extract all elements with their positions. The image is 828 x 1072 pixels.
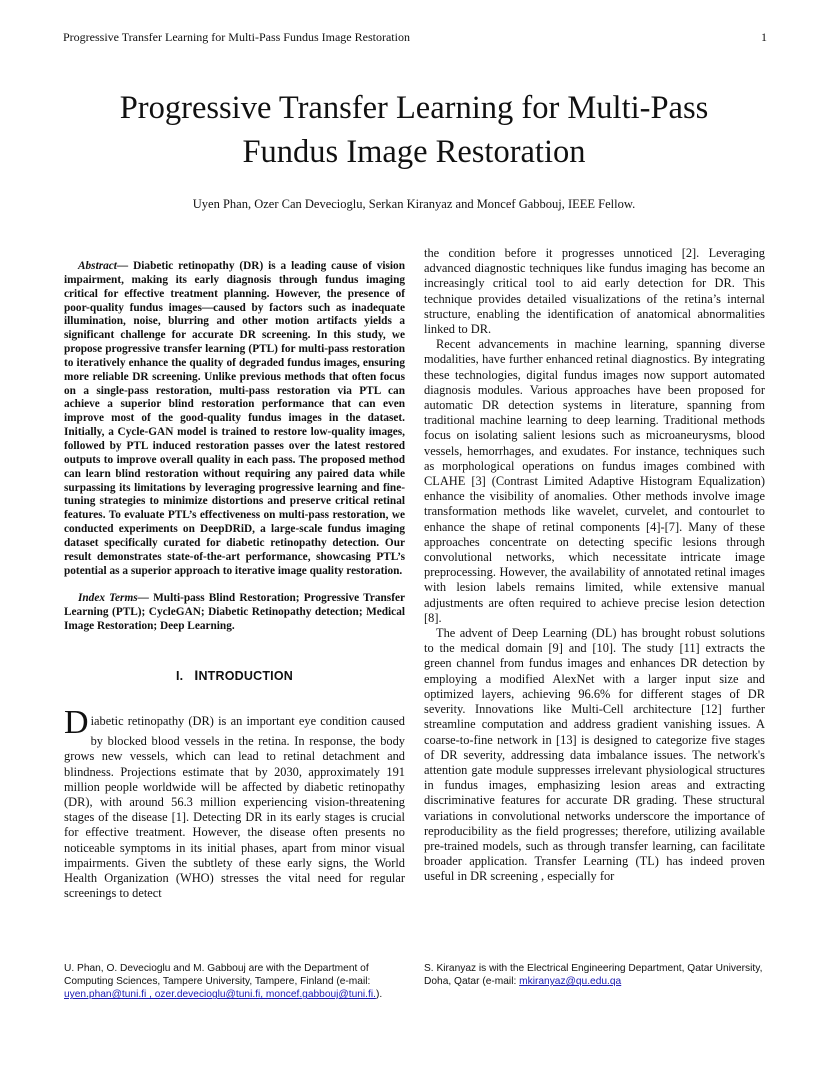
title-line-1: Progressive Transfer Learning for Multi-Pass	[119, 90, 709, 126]
intro-first-line: iabetic retinopathy (DR) is an important eye condition	[90, 714, 368, 729]
right-paragraph-2: Recent advancements in machine learning, spanning diverse modalities, have further enhanced retinal diagnostics. By integrating these technologies, digital fundus images now support automated diagnosis modules. Various approaches have been proposed for automatic DR detection systems in literature, spanning from traditional machine learning to deep learning. Traditional methods focus on isolating salient lesions such as microaneurysms, blood vessels, hemorrhages, and exudates. For instance, techniques such as morphological operations on fundus images combined with CLAHE [3] (Contrast Limited Adaptive Histogram Equalization) enhance the visibility of anomalies. Other methods involve image transformation methods like wavelet, curvelet, and contourlet to enhance the shape of retinal components [4]-[7]. Many of these approaches concentrate on detecting specific lesions through convolutional networks, which necessitate intricate image preprocessing. However, the availability of annotated retinal images with lesion labels remains limited, while extensive manual adjustments are often required to achieve precise lesion detection [8].	[424, 337, 765, 625]
page-number: 1	[761, 30, 767, 44]
index-terms-text: Multi-pass Blind Restoration; Progressive Transfer Learning (PTL); CycleGAN; Diabetic Retinopathy detection; Medical Image Restoration; Deep Learning.	[64, 592, 405, 633]
title-line-2: Fundus Image Restoration	[242, 134, 586, 170]
abstract	[64, 260, 405, 578]
running-header	[63, 30, 767, 45]
right-column	[424, 246, 765, 885]
section-heading	[64, 668, 405, 684]
index-terms-lead: Index Terms—	[78, 592, 149, 605]
running-title: Progressive Transfer Learning for Multi-Pass Fundus Image Restoration	[63, 30, 410, 44]
left-column	[64, 246, 405, 901]
abstract-lead: Abstract—	[78, 260, 129, 272]
footnote-left-end: ).	[375, 989, 383, 1001]
footnote-affiliation-left	[64, 962, 405, 1002]
footnote-right-email-link[interactable]: mkiranyaz@qu.edu.qa	[519, 976, 622, 988]
intro-paragraph	[64, 704, 405, 901]
section-numeral: I.	[175, 668, 184, 683]
footnote-right-text: S. Kiranyaz is with the Electrical Engineering Department, Qatar University, Doha, Qatar (e-mail:	[424, 963, 763, 988]
intro-text: caused by blocked blood vessels in the retina. In response, the body grows new vessels, which can lead to retinal detachment and blindness. Projections estimate that by 2030, approximately 191 million people worldwide will be affected by diabetic retinopathy (DR), with around 56.3 million experiencing vision-threatening stages of the disease [1]. Detecting DR in its early stages is crucial for effective treatment. However, the disease often presents no noticeable symptoms in its initial phases, apart from minor visual impairments. Given the subtlety of these early signs, the World Health Organization (WHO) stresses the vital need for regular screenings to detect	[64, 714, 405, 901]
drop-cap: D	[64, 704, 89, 742]
paper-title	[60, 86, 768, 174]
footnote-left-email-link[interactable]: uyen.phan@tuni.fi , ozer.devecioglu@tuni.fi, moncef.gabbouj@tuni.fi.	[64, 989, 376, 1001]
abstract-text: Diabetic retinopathy (DR) is a leading cause of vision impairment, making its early diagnosis through fundus imaging critical for effective treatment planning. However, the presence of poor-quality fundus images—caused by factors such as inadequate illumination, noise, blurring and other motion artifacts yields a significant challenge for accurate DR screening. In this study, we propose progressive transfer learning (PTL) for multi-pass restoration to iteratively enhance the quality of degraded fundus images, ensuring more reliable DR screening. Unlike previous methods that often focus on a single-pass restoration, multi-pass restoration via PTL can achieve a superior blind restoration performance that can even improve most of the good-quality fundus images in the dataset. Initially, a Cycle-GAN model is trained to restore low-quality images, followed by PTL induced restoration passes over the latest restored outputs to improve overall quality in each pass. The proposed method can learn blind restoration without requiring any paired data while surpassing its limitations by leveraging progressive learning and fine-tuning strategies to minimize distortions and preserve critical retinal features. To evaluate PTL’s effectiveness on multi-pass restoration, we conducted experiments on DeepDRiD, a large-scale fundus imaging dataset specifically curated for diabetic retinopathy detection. Our result demonstrates state-of-the-art performance, showcasing PTL’s potential as a superior approach to iterative image quality restoration.	[64, 260, 405, 577]
right-paragraph-3: The advent of Deep Learning (DL) has brought robust solutions to the medical domain [9] and [10]. The study [11] extracts the green channel from fundus images and enhances DR detection by employing a modified AlexNet with a larger input size and optimized layers, achieving 96.6% for different stages of DR severity. Innovations like Multi-Cell architecture [12] further streamline computation and address gradient vanishing issues. A coarse-to-fine network in [13] is designed to categorize five stages of DR severity, addressing data imbalance issues. The network's attention gate module suppresses irrelevant physiological structures in fundus images, emphasizing lesion areas and extracting discriminative features for accurate DR grading. These structural variations in convolutional networks underscore the importance of reproducibility as the field progresses; therefore, utilizing available pre-trained models, such as through transfer learning, can facilitate broader application. Transfer Learning (TL) has indeed proven useful in DR screening , especially for	[424, 626, 765, 884]
footnote-left-text: U. Phan, O. Devecioglu and M. Gabbouj are with the Department of Computing Sciences, Tampere University, Tampere, Finland (e-mail:	[64, 963, 371, 988]
author-list: Uyen Phan, Ozer Can Devecioglu, Serkan Kiranyaz and Moncef Gabbouj, IEEE Fellow.	[192, 197, 636, 211]
footnote-affiliation-right	[424, 962, 765, 988]
index-terms	[64, 592, 405, 634]
section-rest: NTRODUCTION	[198, 668, 294, 683]
right-paragraph-1: the condition before it progresses unnoticed [2]. Leveraging advanced diagnostic techniques like fundus imaging has become an increasingly critical tool to aid early detection for DR. This technique provides detailed visualizations of the retina’s internal structure, enabling the identification of anatomical abnormalities linked to DR.	[424, 246, 765, 337]
section-first-letter: I	[194, 666, 199, 683]
